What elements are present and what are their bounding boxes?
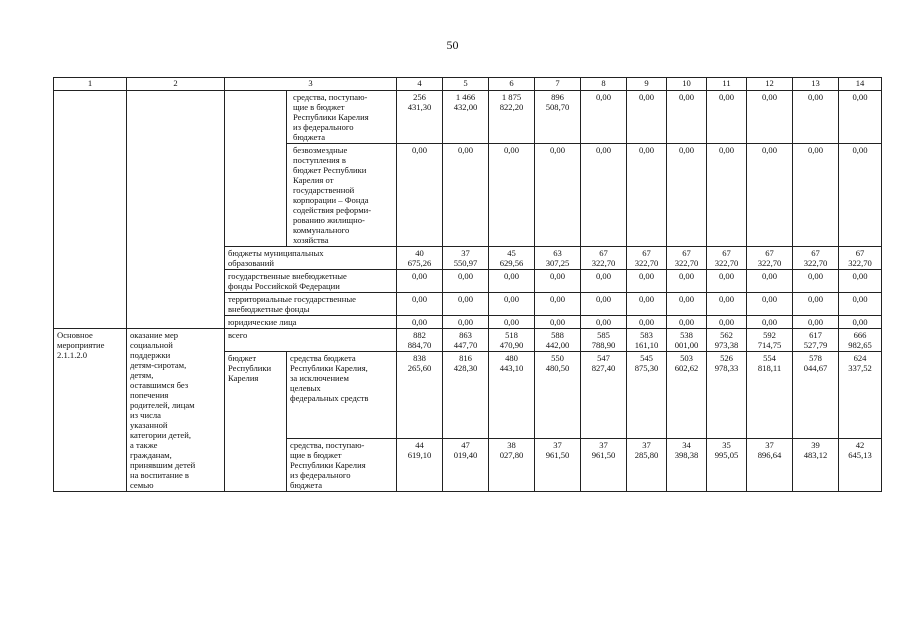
value-cell: 0,00 xyxy=(667,270,707,293)
column-number: 1 xyxy=(54,78,127,91)
empty-cell xyxy=(54,91,127,329)
value-cell: 578 044,67 xyxy=(793,352,839,439)
value-cell: 0,00 xyxy=(839,91,882,144)
column-number: 5 xyxy=(443,78,489,91)
value-cell: 0,00 xyxy=(793,270,839,293)
value-cell: 35 995,05 xyxy=(707,439,747,492)
value-cell: 0,00 xyxy=(793,91,839,144)
value-cell: 0,00 xyxy=(535,270,581,293)
value-cell: 0,00 xyxy=(707,293,747,316)
value-cell: 562 973,38 xyxy=(707,329,747,352)
value-cell: 0,00 xyxy=(747,144,793,247)
value-cell: 0,00 xyxy=(443,144,489,247)
value-cell: 0,00 xyxy=(793,316,839,329)
value-cell: 0,00 xyxy=(581,270,627,293)
value-cell: 0,00 xyxy=(707,91,747,144)
value-cell: 37 896,64 xyxy=(747,439,793,492)
value-cell: 545 875,30 xyxy=(627,352,667,439)
funding-source-label: безвозмездные поступления в бюджет Республики Карелия от государственной корпорации – Фонда содействия реформи- рованию жилищно- коммунального хозяйства xyxy=(287,144,397,247)
value-cell: 67 322,70 xyxy=(581,247,627,270)
value-cell: 0,00 xyxy=(443,293,489,316)
value-cell: 47 019,40 xyxy=(443,439,489,492)
value-cell: 37 550,97 xyxy=(443,247,489,270)
value-cell: 0,00 xyxy=(839,293,882,316)
value-cell: 480 443,10 xyxy=(489,352,535,439)
value-cell: 45 629,56 xyxy=(489,247,535,270)
value-cell: 38 027,80 xyxy=(489,439,535,492)
value-cell: 0,00 xyxy=(397,293,443,316)
value-cell: 585 788,90 xyxy=(581,329,627,352)
funding-source-label: территориальные государственные внебюджетные фонды xyxy=(225,293,397,316)
value-cell: 44 619,10 xyxy=(397,439,443,492)
value-cell: 0,00 xyxy=(581,91,627,144)
value-cell: 518 470,90 xyxy=(489,329,535,352)
value-cell: 0,00 xyxy=(839,316,882,329)
column-number: 4 xyxy=(397,78,443,91)
value-cell: 588 442,00 xyxy=(535,329,581,352)
page-number: 50 xyxy=(446,38,459,52)
value-cell: 0,00 xyxy=(747,293,793,316)
value-cell: 34 398,38 xyxy=(667,439,707,492)
value-cell: 0,00 xyxy=(489,293,535,316)
value-cell: 40 675,26 xyxy=(397,247,443,270)
value-cell: 67 322,70 xyxy=(747,247,793,270)
value-cell: 42 645,13 xyxy=(839,439,882,492)
funding-source-label: бюджеты муниципальных образований xyxy=(225,247,397,270)
value-cell: 0,00 xyxy=(489,270,535,293)
value-cell: 0,00 xyxy=(667,144,707,247)
value-cell: 0,00 xyxy=(747,316,793,329)
value-cell: 39 483,12 xyxy=(793,439,839,492)
value-cell: 0,00 xyxy=(627,91,667,144)
value-cell: 0,00 xyxy=(581,293,627,316)
column-number: 7 xyxy=(535,78,581,91)
value-cell: 624 337,52 xyxy=(839,352,882,439)
value-cell: 0,00 xyxy=(535,316,581,329)
column-number: 12 xyxy=(747,78,793,91)
value-cell: 0,00 xyxy=(707,270,747,293)
value-cell: 0,00 xyxy=(747,270,793,293)
value-cell: 592 714,75 xyxy=(747,329,793,352)
value-cell: 0,00 xyxy=(667,91,707,144)
value-cell: 0,00 xyxy=(627,144,667,247)
value-cell: 67 322,70 xyxy=(839,247,882,270)
empty-cell xyxy=(225,91,287,247)
value-cell: 67 322,70 xyxy=(667,247,707,270)
value-cell: 882 884,70 xyxy=(397,329,443,352)
value-cell: 0,00 xyxy=(793,293,839,316)
value-cell: 1 466 432,00 xyxy=(443,91,489,144)
value-cell: 0,00 xyxy=(535,293,581,316)
budget-label: бюджет Республики Карелия xyxy=(225,352,287,492)
value-cell: 37 961,50 xyxy=(535,439,581,492)
value-cell: 0,00 xyxy=(667,316,707,329)
funding-source-label: юридические лица xyxy=(225,316,397,329)
value-cell: 583 161,10 xyxy=(627,329,667,352)
total-label: всего xyxy=(225,329,397,352)
value-cell: 0,00 xyxy=(397,144,443,247)
value-cell: 547 827,40 xyxy=(581,352,627,439)
value-cell: 0,00 xyxy=(839,144,882,247)
value-cell: 617 527,79 xyxy=(793,329,839,352)
value-cell: 526 978,33 xyxy=(707,352,747,439)
column-number: 2 xyxy=(127,78,225,91)
value-cell: 554 818,11 xyxy=(747,352,793,439)
activity-description: оказание мер социальной поддержки детям-сиротам, детям, оставшимся без попечения родителей, лицам из числа указанной категории детей, а также гражданам, принявшим детей на воспитание в семью xyxy=(127,329,225,492)
column-number: 10 xyxy=(667,78,707,91)
header-row xyxy=(54,78,882,91)
value-cell: 67 322,70 xyxy=(627,247,667,270)
column-number: 13 xyxy=(793,78,839,91)
value-cell: 0,00 xyxy=(707,144,747,247)
value-cell: 503 602,62 xyxy=(667,352,707,439)
column-number: 11 xyxy=(707,78,747,91)
value-cell: 538 001,00 xyxy=(667,329,707,352)
value-cell: 63 307,25 xyxy=(535,247,581,270)
column-number: 8 xyxy=(581,78,627,91)
value-cell: 0,00 xyxy=(627,293,667,316)
value-cell: 37 285,80 xyxy=(627,439,667,492)
value-cell: 0,00 xyxy=(707,316,747,329)
table-row xyxy=(54,329,882,352)
budget-table xyxy=(53,77,882,492)
value-cell: 0,00 xyxy=(489,144,535,247)
value-cell: 838 265,60 xyxy=(397,352,443,439)
value-cell: 37 961,50 xyxy=(581,439,627,492)
value-cell: 0,00 xyxy=(793,144,839,247)
column-number: 14 xyxy=(839,78,882,91)
value-cell: 0,00 xyxy=(397,316,443,329)
funding-source-label: средства, поступаю- щие в бюджет Республики Карелия из федерального бюджета xyxy=(287,439,397,492)
value-cell: 0,00 xyxy=(443,270,489,293)
value-cell: 67 322,70 xyxy=(793,247,839,270)
value-cell: 0,00 xyxy=(535,144,581,247)
value-cell: 0,00 xyxy=(489,316,535,329)
activity-code: Основное мероприятие 2.1.1.2.0 xyxy=(54,329,127,492)
funding-source-label: государственные внебюджетные фонды Российской Федерации xyxy=(225,270,397,293)
value-cell: 0,00 xyxy=(581,144,627,247)
funding-source-label: средства, поступаю- щие в бюджет Республики Карелия из федерального бюджета xyxy=(287,91,397,144)
column-number: 6 xyxy=(489,78,535,91)
value-cell: 863 447,70 xyxy=(443,329,489,352)
value-cell: 666 982,65 xyxy=(839,329,882,352)
column-number: 9 xyxy=(627,78,667,91)
value-cell: 256 431,30 xyxy=(397,91,443,144)
value-cell: 550 480,50 xyxy=(535,352,581,439)
table-row xyxy=(54,91,882,144)
value-cell: 0,00 xyxy=(667,293,707,316)
value-cell: 0,00 xyxy=(839,270,882,293)
value-cell: 0,00 xyxy=(627,316,667,329)
value-cell: 1 875 822,20 xyxy=(489,91,535,144)
value-cell: 816 428,30 xyxy=(443,352,489,439)
value-cell: 0,00 xyxy=(627,270,667,293)
value-cell: 0,00 xyxy=(581,316,627,329)
column-number: 3 xyxy=(225,78,397,91)
value-cell: 67 322,70 xyxy=(707,247,747,270)
funding-source-label: средства бюджета Республики Карелия, за исключением целевых федеральных средств xyxy=(287,352,397,439)
value-cell: 0,00 xyxy=(397,270,443,293)
value-cell: 0,00 xyxy=(747,91,793,144)
value-cell: 0,00 xyxy=(443,316,489,329)
empty-cell xyxy=(127,91,225,329)
value-cell: 896 508,70 xyxy=(535,91,581,144)
